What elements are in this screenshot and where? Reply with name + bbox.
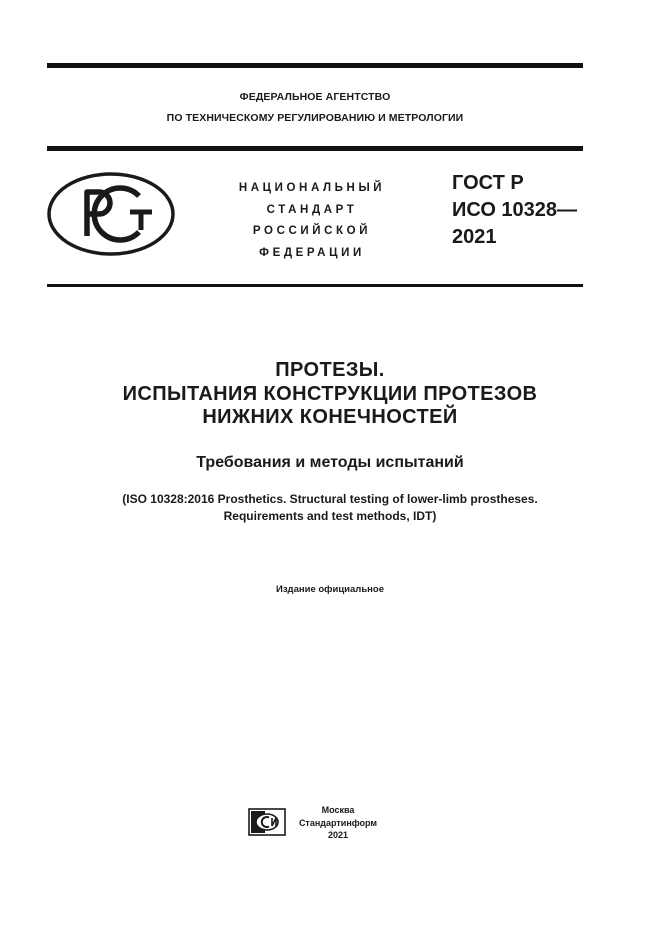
standard-type bbox=[222, 178, 402, 264]
header-rule bbox=[47, 146, 583, 151]
publisher-imprint bbox=[290, 804, 386, 842]
standard-designation bbox=[452, 170, 602, 251]
title-line-3: НИЖНИХ КОНЕЧНОСТЕЙ bbox=[202, 406, 458, 428]
rst-certification-mark-icon bbox=[47, 172, 175, 256]
document-title bbox=[40, 359, 620, 430]
agency-line-1: ФЕДЕРАЛЬНОЕ АГЕНТСТВО bbox=[239, 91, 391, 103]
document-subtitle: Требования и методы испытаний bbox=[196, 454, 464, 471]
publisher-name: Стандартинформ bbox=[298, 817, 378, 828]
iso-reference-line-2: Requirements and test methods, IDT) bbox=[223, 509, 437, 523]
designation-line-3: 2021 bbox=[452, 226, 497, 248]
standartinform-logo-icon bbox=[248, 808, 286, 836]
designation-rule bbox=[47, 284, 583, 287]
standard-type-line-4: ФЕДЕРАЦИИ bbox=[259, 246, 365, 259]
iso-reference-line-1: (ISO 10328:2016 Prosthetics. Structural testing of lower-limb prostheses. bbox=[122, 492, 538, 506]
standard-type-line-3: РОССИЙСКОЙ bbox=[252, 225, 372, 237]
iso-reference bbox=[40, 491, 620, 525]
edition-note: Издание официальное bbox=[276, 584, 384, 595]
standard-type-line-1: НАЦИОНАЛЬНЫЙ bbox=[238, 182, 386, 194]
designation-line-2: ИСО 10328— bbox=[452, 199, 578, 221]
publisher-city: Москва bbox=[321, 805, 355, 815]
top-rule bbox=[47, 63, 583, 68]
title-line-2: ИСПЫТАНИЯ КОНСТРУКЦИИ ПРОТЕЗОВ bbox=[122, 382, 538, 405]
agency-line-2: ПО ТЕХНИЧЕСКОМУ РЕГУЛИРОВАНИЮ И МЕТРОЛОГИИ bbox=[166, 112, 464, 124]
standard-type-line-2: СТАНДАРТ bbox=[266, 203, 358, 216]
publisher-year: 2021 bbox=[327, 830, 349, 840]
designation-line-1: ГОСТ Р bbox=[452, 172, 524, 194]
title-line-1: ПРОТЕЗЫ. bbox=[275, 359, 385, 381]
